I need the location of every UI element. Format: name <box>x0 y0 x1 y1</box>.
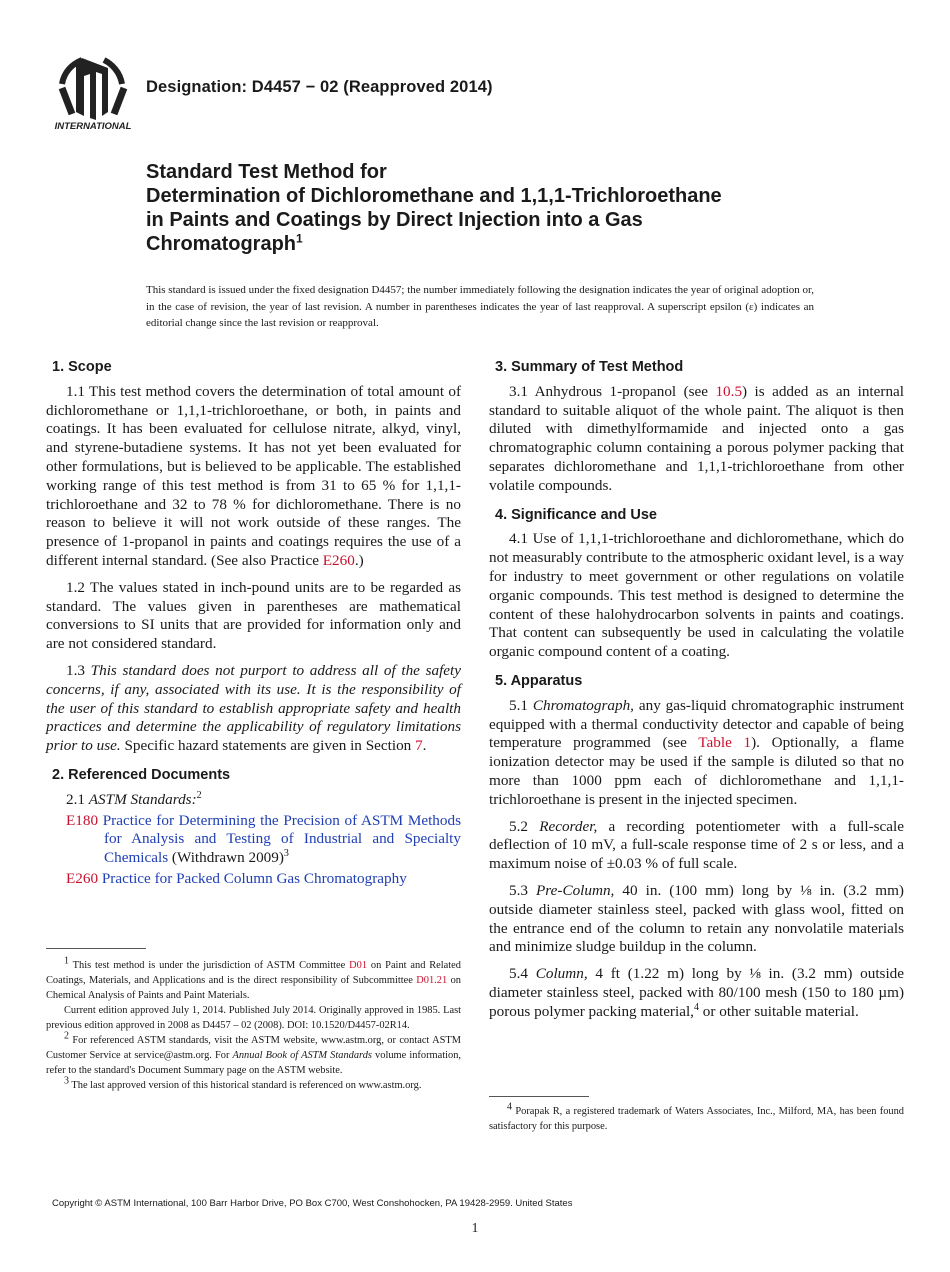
paragraph-1-1-text: 1.1 This test method covers the determination of total amount of dichloromethane or 1,1,1-trichloroethane, or both, in paints and coatings. It has been evaluated for cellulose nitrate, alkyd, vinyl, and styrene-butadiene systems. It has not yet been evaluated for other formulations, but is believed to be applicable. The established working range of this test method is from 31 to 65 % for 1,1,1-trichloroethane and 32 to 78 % for dichloromethane. There is no reason to believe it will not work outside of these ranges. The presence of 1-propanol in paints and coatings requires the use of a different internal standard. (See also Practice <box>46 382 461 569</box>
footnote-mark-4[interactable]: 4 <box>693 1001 699 1013</box>
paragraph-5-2 <box>489 818 904 874</box>
issuance-statement: This standard is issued under the fixed designation D4457; the number immediately following the designation indicates the year of original adoption or, in the case of revision, the year of last revision. A number in parentheses indicates the year of last reapproval. A superscript epsilon (ε) indicates an editorial change since the last revision or reapproval. <box>146 284 814 329</box>
paragraph-3-1-end: ) is added as an internal standard to suitable aliquot of the whole paint. The aliquot is then diluted with dimethylformamide and injected onto a gas chromatographic column containing a porous polymer packing that separates dichloromethane and 1,1,1-trichloroethane from other volatile compounds. <box>489 382 904 494</box>
footnote-2 <box>46 1030 461 1078</box>
footnote-4 <box>489 1101 904 1134</box>
link-section-7[interactable]: 7 <box>415 737 423 755</box>
term-chromatograph: Chromatograph, <box>532 696 634 714</box>
section-heading-significance: 4. Significance and Use <box>495 506 657 523</box>
paragraph-1-3-end: . <box>422 737 427 755</box>
footnote-4-text: Porapak R, a registered trademark of Waters Associates, Inc., Milford, MA, has been found satisfactory for this purpose. <box>489 1106 904 1132</box>
paragraph-1-1-end: .) <box>354 551 364 569</box>
footnote-mark-2[interactable]: 2 <box>196 789 202 801</box>
footnote-rule-left <box>46 948 146 949</box>
paragraph-5-2-text: a recording potentiometer with a full-scale deflection of 10 mV, a full-scale response time of 2 s or less, and a maximum noise of ±0.03 % of full scale. <box>489 817 904 873</box>
paragraph-5-3-number: 5.3 <box>509 881 537 899</box>
paragraph-1-3-text: Specific hazard statements are given in Section <box>120 737 416 755</box>
astm-logo <box>52 54 134 134</box>
right-column <box>489 356 904 1030</box>
paragraph-2-1 <box>46 791 461 810</box>
term-recorder: Recorder, <box>539 817 598 835</box>
title-line-4-text: Chromatograph <box>146 233 296 255</box>
footnote-rule-right <box>489 1096 589 1097</box>
safety-caveat: This standard does not purport to address all of the safety concerns, if any, associated with its use. It is the responsibility of the user of this standard to establish appropriate safety and health practices and determine the applicability of regulatory limitations prior to use. <box>46 661 462 755</box>
reference-note: (Withdrawn 2009) <box>168 849 284 867</box>
copyright-notice: Copyright © ASTM International, 100 Barr Harbor Drive, PO Box C700, West Conshohocken, PA 19428-2959. United States <box>52 1198 573 1209</box>
title-line-1: Standard Test Method for <box>146 161 387 183</box>
section-heading-apparatus: 5. Apparatus <box>495 672 583 689</box>
footnote-mark-3[interactable]: 3 <box>283 848 289 860</box>
footnotes-left <box>46 955 462 1093</box>
title-footnote-mark[interactable]: 1 <box>296 231 303 246</box>
title-line-2: Determination of Dichloromethane and 1,1,1-Trichloroethane <box>146 185 722 207</box>
footnote-1-text-a: This test method is under the jurisdiction of ASTM Committee <box>69 960 350 971</box>
logo-text: INTERNATIONAL <box>54 121 132 132</box>
link-committee-d01[interactable]: D01 <box>349 960 368 971</box>
paragraph-5-4-end: or other suitable material. <box>698 1002 859 1020</box>
link-table-1[interactable]: Table 1 <box>698 734 752 752</box>
link-e260[interactable]: E260 <box>322 551 355 569</box>
footnote-1 <box>46 955 462 1003</box>
footnote-4-mark: 4 <box>507 1101 512 1113</box>
footnotes-right <box>489 1101 904 1134</box>
paragraph-4-1: 4.1 Use of 1,1,1-trichloroethane and dichloromethane, which do not measurably contribute to the atmospheric oxidant level, is a way for industry to meet government or other regulations on volatile organic compounds. This test method is designed to determine the content of these halohydrocarbon solvents in paints and coatings. That content can subsequently be used in calculating the volatile organic compound content of a coating. <box>489 530 904 661</box>
footnote-3-mark: 3 <box>64 1075 69 1087</box>
footnote-1-mark: 1 <box>64 955 69 967</box>
section-heading-referenced: 2. Referenced Documents <box>52 766 231 783</box>
paragraph-2-1-number: 2.1 <box>66 790 89 808</box>
footnote-2-mark: 2 <box>64 1030 69 1042</box>
section-heading-scope: 1. Scope <box>52 359 112 375</box>
footnote-2-italic: Annual Book of ASTM Standards <box>232 1050 372 1061</box>
paragraph-5-1-text: any gas-liquid chromatographic instrument equipped with a thermal conductivity detector and capable of being temperature programmed (see <box>489 696 904 752</box>
footnote-3 <box>46 1075 461 1093</box>
title-line-4 <box>146 232 846 256</box>
footnote-2-text-a: For referenced ASTM standards, visit the ASTM website, www.astm.org, or contact ASTM Customer Service at service@astm.org. For <box>46 1035 461 1061</box>
left-column <box>46 356 461 891</box>
astm-logo-icon <box>52 54 134 134</box>
paragraph-5-2-number: 5.2 <box>509 817 540 835</box>
reference-title[interactable]: Practice for Determining the Precision of ASTM Methods for Analysis and Testing of Industrial and Specialty Chemicals <box>102 811 462 867</box>
paragraph-3-1 <box>489 383 904 496</box>
paragraph-5-4-number: 5.4 <box>509 965 536 983</box>
paragraph-1-2: 1.2 The values stated in inch-pound units are to be regarded as standard. The values given in parentheses are mathematical conversions to SI units that are provided for information only and are not considered standard. <box>46 578 461 653</box>
term-column: Column, <box>535 965 588 983</box>
term-pre-column: Pre-Column, <box>536 881 615 899</box>
page-number: 1 <box>471 1220 479 1235</box>
footnote-edition: Current edition approved July 1, 2014. Published July 2014. Originally approved in 1985. Last previous edition approved in 2008 as D4457 – 02 (2008). DOI: 10.1520/D4457-02R14. <box>46 1005 461 1031</box>
paragraph-1-3-number: 1.3 <box>66 661 91 679</box>
link-subcommittee-d01-21[interactable]: D01.21 <box>416 975 448 986</box>
reference-item <box>66 812 461 868</box>
paragraph-1-3 <box>46 662 461 756</box>
paragraph-5-1-number: 5.1 <box>509 696 533 714</box>
reference-code[interactable]: E260 <box>66 869 99 887</box>
paragraph-5-3 <box>489 882 904 957</box>
paragraph-5-1-end: ). Optionally, a flame ionization detector may be used if the sample is diluted so that no more than 1000 ppm each of dichloromethane and 1,1,1-trichloroethane is present in the injected specimen. <box>489 734 905 808</box>
paragraph-5-4-text: 4 ft (1.22 m) long by ⅛ in. (3.2 mm) outside diameter stainless steel, packed with 80/100 mesh (150 to 180 µm) porous polymer packing material, <box>489 965 904 1020</box>
section-heading-summary: 3. Summary of Test Method <box>495 359 684 375</box>
link-10-5[interactable]: 10.5 <box>715 382 743 400</box>
footnote-1-text-b: on Paint and Related Coatings, Materials, and Applications and is the direct responsibility of Subcommittee <box>46 960 461 986</box>
paragraph-3-1-start: 3.1 Anhydrous 1-propanol (see <box>509 382 716 400</box>
reference-item <box>66 870 461 889</box>
reference-title[interactable]: Practice for Packed Column Gas Chromatography <box>101 869 407 887</box>
reference-code[interactable]: E180 <box>66 811 99 829</box>
paragraph-5-4 <box>489 965 904 1021</box>
footnote-3-text: The last approved version of this historical standard is referenced on www.astm.org. <box>69 1080 422 1091</box>
astm-standards-label: ASTM Standards: <box>88 790 197 808</box>
document-title <box>146 160 846 256</box>
footnote-1-text-c: on Chemical Analysis of Paints and Paint Materials. <box>46 975 462 1001</box>
paragraph-1-1 <box>46 383 461 571</box>
title-line-3: in Paints and Coatings by Direct Injection into a Gas <box>146 209 643 231</box>
paragraph-5-3-text: 40 in. (100 mm) long by ⅛ in. (3.2 mm) outside diameter stainless steel, packed with glass wool, fitted on the entrance end of the column to retain any nonvolatile materials and minimize sludge buildup in the column. <box>489 881 904 956</box>
designation: Designation: D4457 − 02 (Reapproved 2014) <box>146 78 493 96</box>
footnote-2-text-b: volume information, refer to the standard's Document Summary page on the ASTM website. <box>46 1050 461 1076</box>
paragraph-5-1 <box>489 697 904 810</box>
